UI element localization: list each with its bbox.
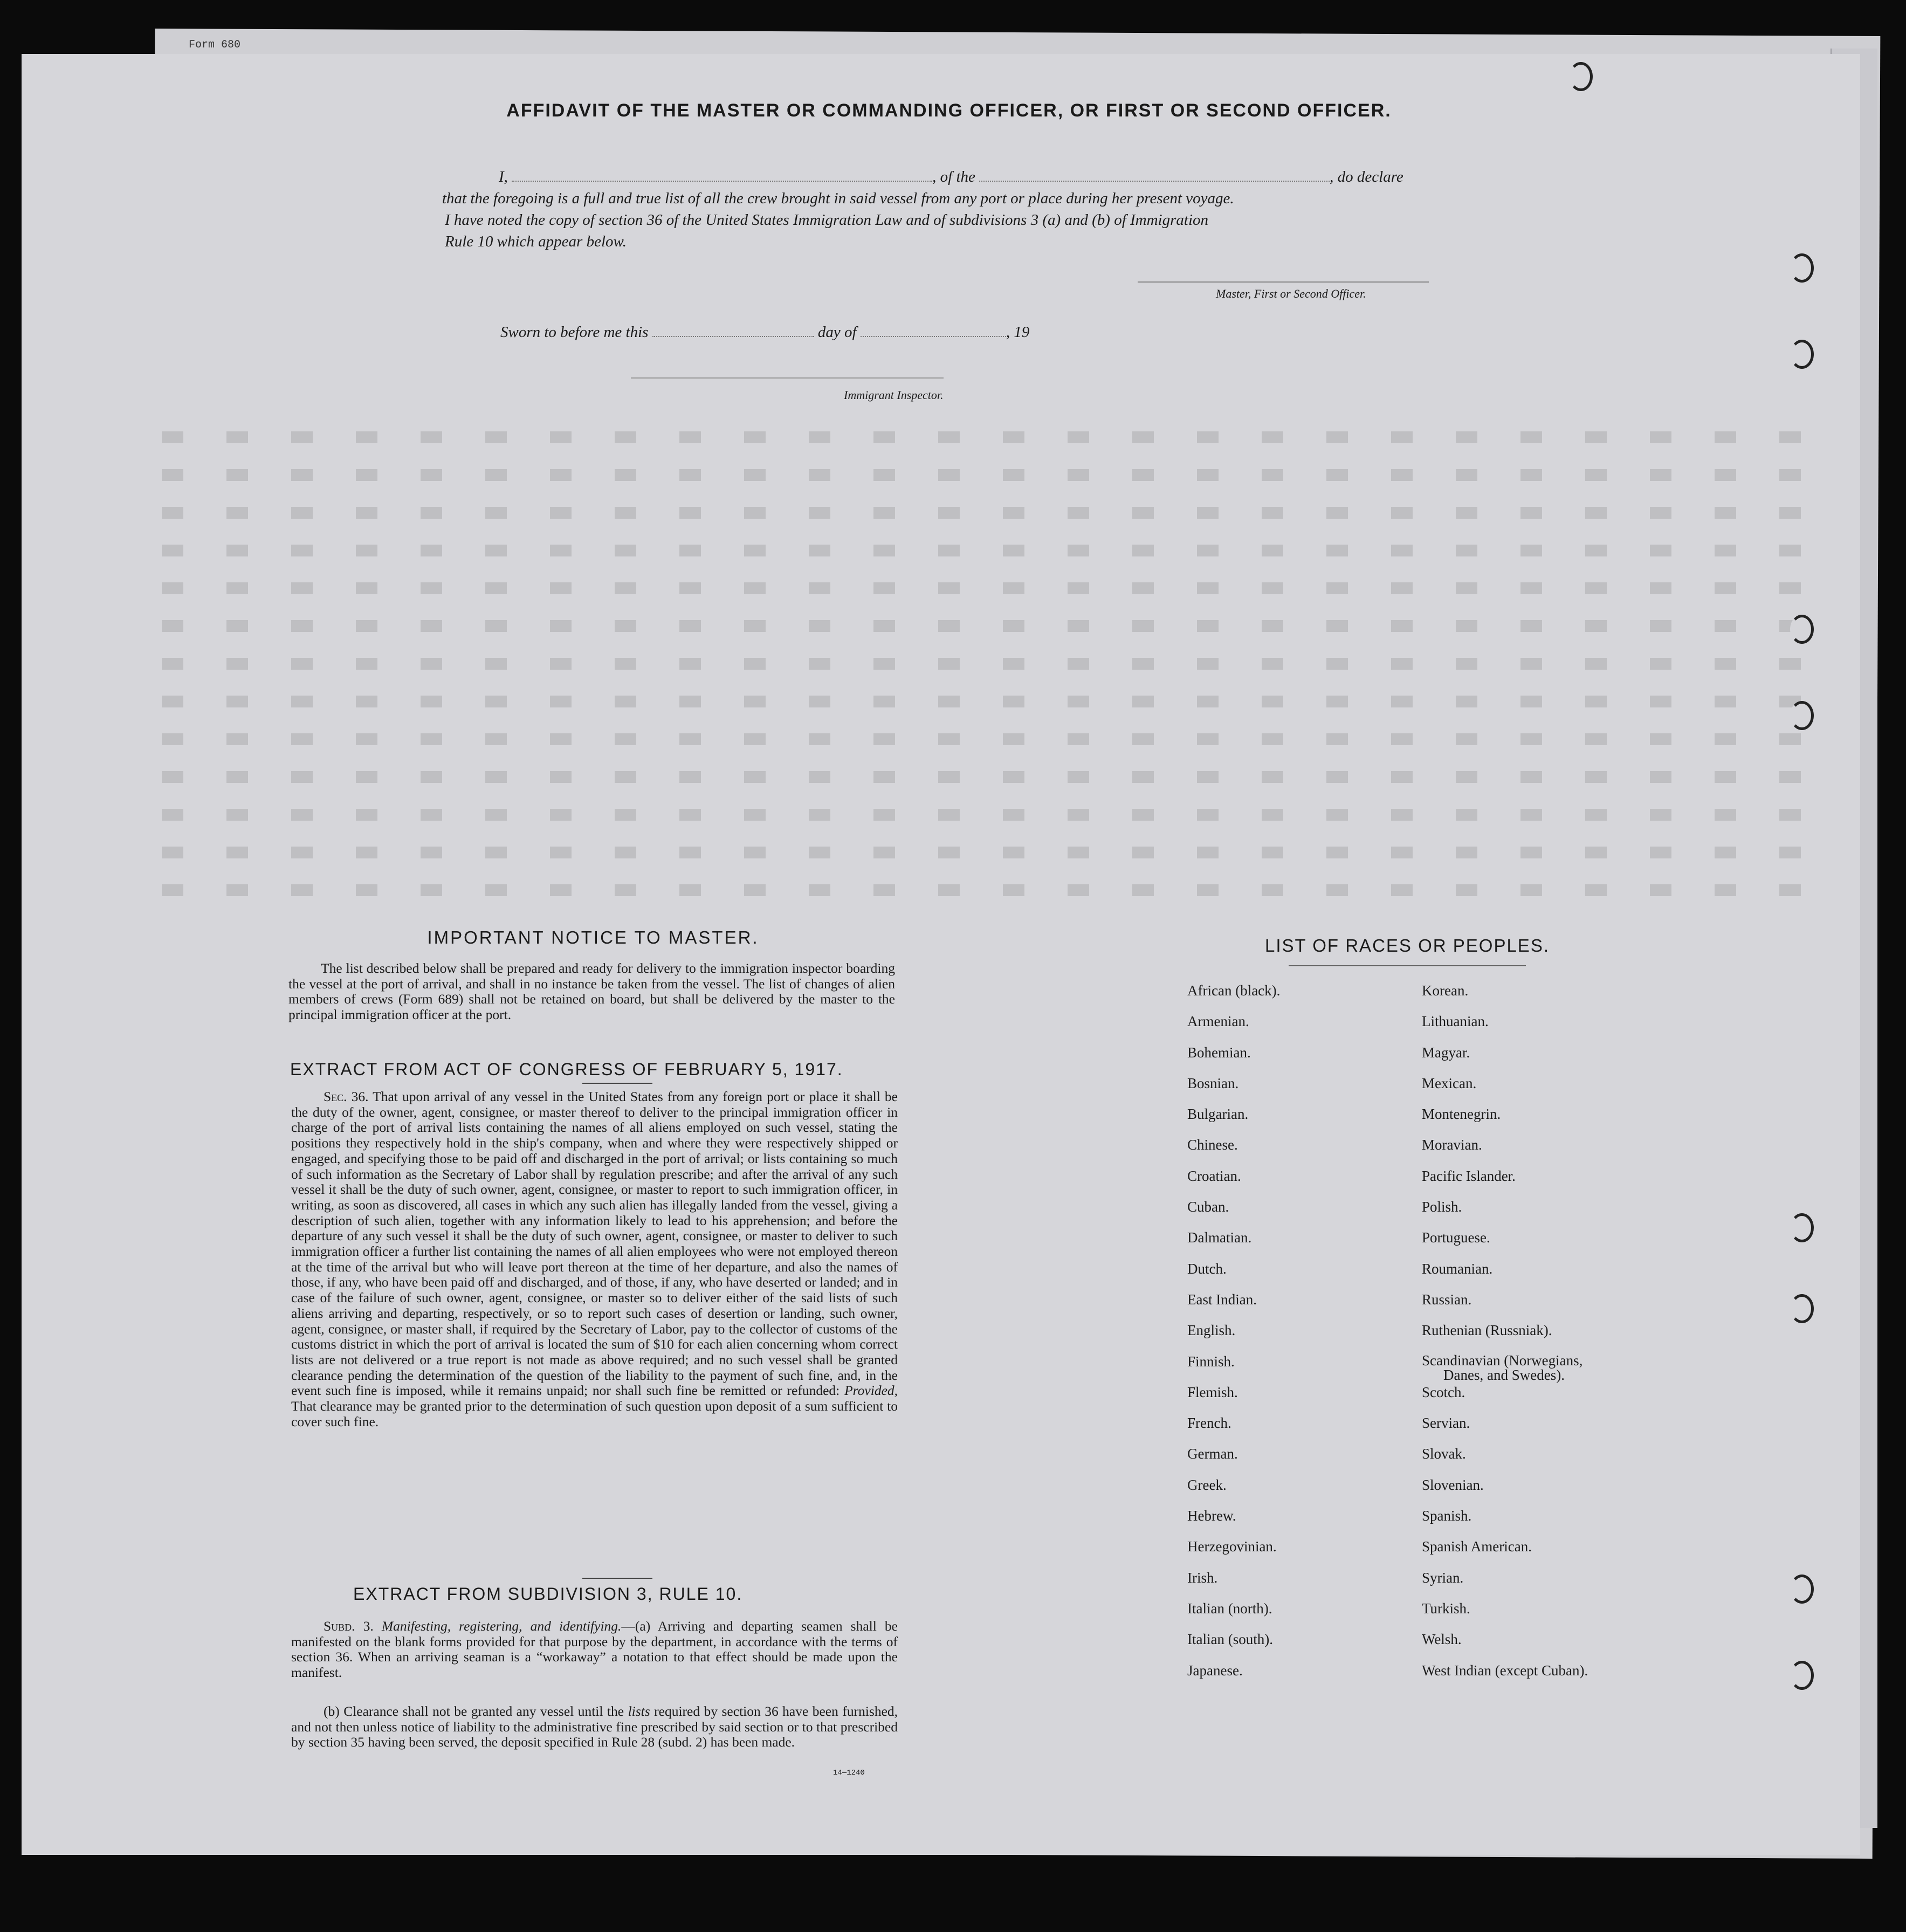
sworn-label: Sworn to before me this [500, 324, 649, 341]
bleed-through-row [162, 469, 1806, 481]
notice-title: IMPORTANT NOTICE TO MASTER. [427, 927, 759, 947]
bleed-through-row [162, 582, 1806, 594]
inspector-label: Immigrant Inspector. [844, 388, 944, 402]
race-item: Spanish. [1422, 1508, 1472, 1524]
act-text: That upon arrival of any vessel in the United States from any foreign port or place it shall be the duty of the owner, agent, consignee, or master thereof to deliver to the principal immigration officer in charge of the port of arrival lists containing the names of all aliens employed on such vessel, stating the positions they respectively hold in the ship's company, when and where they were respectively shipped or engaged, and specifying those to be paid off and discharged in the port of arrival; or lists containing so much of such information as the Secretary of Labor shall by regulation prescribe; and after the arrival of any such vessel it shall be the duty of such owner, agent, consignee, or master to report to such immigration officer, in writing, as soon as discovered, all cases in which any such alien has illegally landed from the vessel, giving a description of such alien, together with any information likely to lead to his apprehension; and before the departure of any such vessel it shall be the duty of such owner, agent, consignee, or master to deliver to such immigration officer a further list containing the names of all alien employees who were not employed thereon at the time of the arrival but who will leave port thereon at the time of her departure, and also the names of those, if any, who have been paid off and discharged, and of those, if any, who have deserted or landed; and in case of the failure of such owner, agent, consignee, or master so to deliver either of the said lists of such aliens arriving and departing, respectively, or so to report such cases of desertion or landing, such owner, agent, consignee, or master shall, if required by the Secretary of Labor, pay to the collector of customs of the customs district in which the port of arrival is located the sum of $10 for each alien concerning whom correct lists are not delivered or a true report is not made as above required; and no such vessel shall be granted clearance pending the determination of the question of the liability to the payment of such fine, and, in the event such fine is imposed, while it remains unpaid; nor shall such fine be remitted or refunded: [291, 1089, 898, 1399]
race-item: Greek. [1187, 1476, 1227, 1493]
sworn-date-field[interactable] [652, 324, 814, 337]
races-title: LIST OF RACES OR PEOPLES. [1264, 936, 1550, 955]
subdivision-label: Subd. 3. [324, 1618, 374, 1634]
form-number: Form 680 [189, 39, 241, 51]
rule-text-b-lists: lists [628, 1703, 650, 1719]
binder-hole [1790, 253, 1814, 283]
act-text-end: That clearance may be granted prior to the determination of such question upon deposit of a sum sufficient to cover such fine. [291, 1398, 898, 1429]
race-item: Flemish. [1187, 1384, 1238, 1400]
races-divider [1289, 965, 1526, 966]
race-item: Portuguese. [1422, 1229, 1490, 1246]
race-item: Bulgarian. [1187, 1106, 1249, 1123]
race-item: German. [1187, 1446, 1238, 1462]
sworn-month-field[interactable] [861, 324, 1006, 337]
print-code: 14—1240 [833, 1769, 865, 1777]
race-item: Moravian. [1422, 1137, 1482, 1153]
signature-label: Master, First or Second Officer. [1216, 287, 1366, 300]
race-item: French. [1187, 1415, 1231, 1432]
binder-hole [1790, 701, 1814, 730]
act-section-36 [291, 1089, 898, 1429]
sworn-line [500, 324, 1029, 341]
bleed-through-row [162, 507, 1806, 519]
of-the-label: , of the [932, 168, 975, 185]
race-item: Spanish American. [1422, 1538, 1532, 1555]
bleed-through-row [162, 884, 1806, 896]
declarant-name-field[interactable] [512, 169, 932, 182]
binder-hole [1790, 1661, 1814, 1690]
race-item-line: Danes, and Swedes). [1443, 1366, 1565, 1383]
race-item: Russian. [1422, 1291, 1472, 1308]
section-divider [582, 1083, 652, 1084]
race-item: Irish. [1187, 1569, 1218, 1586]
race-item: Hebrew. [1187, 1508, 1236, 1524]
inspector-signature-line[interactable] [631, 377, 944, 379]
race-item: Ruthenian (Russniak). [1422, 1322, 1552, 1339]
race-item: Welsh. [1422, 1631, 1462, 1648]
race-item: Italian (south). [1187, 1631, 1273, 1648]
bleed-through-row [162, 620, 1806, 632]
race-item: Slovak. [1422, 1446, 1466, 1462]
rule-text-b-end: required by section 36 have been furnished, and not then unless notice of liability to the administrative fine prescribed by said section or to that prescribed by section 35 having been served, the deposit specified in Rule 28 (subd. 2) has been made. [291, 1703, 898, 1750]
race-item: Pacific Islander. [1422, 1167, 1516, 1184]
binder-hole [1790, 1294, 1814, 1323]
race-item: Mexican. [1422, 1075, 1477, 1091]
rule-text-b-start: (b) Clearance shall not be granted any vessel until the [324, 1703, 624, 1719]
race-item: Italian (north). [1187, 1600, 1272, 1617]
declaration-line-3: I have noted the copy of section 36 of the United States Immigration Law and of subdivisions 3 (a) and (b) of Immigration [445, 211, 1209, 229]
race-item: Polish. [1422, 1199, 1462, 1215]
bleed-through-row [162, 733, 1806, 745]
rule-para-b [291, 1704, 898, 1750]
bleed-through-row [162, 658, 1806, 670]
race-item: Dutch. [1187, 1260, 1227, 1277]
race-item: East Indian. [1187, 1291, 1257, 1308]
signature-line[interactable] [1138, 281, 1429, 283]
race-item: Montenegrin. [1422, 1106, 1501, 1123]
race-item: Turkish. [1422, 1600, 1470, 1617]
rule-title: EXTRACT FROM SUBDIVISION 3, RULE 10. [353, 1584, 743, 1604]
declare-label: , do declare [1330, 168, 1403, 185]
binder-hole [1790, 615, 1814, 644]
act-title: EXTRACT FROM ACT OF CONGRESS OF FEBRUARY 5, 1917. [290, 1060, 843, 1079]
race-item: Syrian. [1422, 1569, 1464, 1586]
race-item: Slovenian. [1422, 1476, 1484, 1493]
race-item-line: Scandinavian (Norwegians, [1422, 1352, 1583, 1369]
race-item: Servian. [1422, 1415, 1470, 1432]
race-item: Herzegovinian. [1187, 1538, 1277, 1555]
binder-hole [1790, 1213, 1814, 1242]
vessel-name-field[interactable] [979, 169, 1330, 182]
section-label: Sec. 36. [324, 1089, 369, 1104]
declarant-prefix: I, [499, 168, 508, 185]
race-item: Scotch. [1422, 1384, 1465, 1400]
bleed-through-row [162, 771, 1806, 783]
subdivision-heading: Manifesting, registering, and identifying. [381, 1618, 622, 1634]
declaration-line-4: Rule 10 which appear below. [445, 233, 627, 250]
race-item: Bosnian. [1187, 1075, 1239, 1091]
race-item: Chinese. [1187, 1137, 1238, 1153]
races-left-column [1187, 982, 1280, 1693]
race-item: African (black). [1187, 982, 1281, 999]
rule-text-a: —(a) Arriving and departing seamen shall be manifested on the blank forms provided for that purpose by the department, in accordance with the terms of section 36. When an arriving seaman is a “workaway” a notation to that effect should be made upon the manifest. [291, 1618, 898, 1681]
race-item: Magyar. [1422, 1044, 1470, 1061]
day-of-label: day of [817, 324, 857, 341]
race-item: Bohemian. [1187, 1044, 1251, 1061]
race-item: Finnish. [1187, 1353, 1235, 1370]
bleed-through-row [162, 431, 1806, 443]
year-label: , 19 [1006, 324, 1030, 341]
bleed-through-row [162, 847, 1806, 858]
race-item: Korean. [1422, 982, 1469, 999]
race-item: English. [1187, 1322, 1236, 1339]
binder-hole [1569, 62, 1593, 91]
race-item: Dalmatian. [1187, 1229, 1252, 1246]
binder-hole [1790, 1575, 1814, 1604]
declaration-line-1 [499, 168, 1403, 186]
affidavit-title: AFFIDAVIT OF THE MASTER OR COMMANDING OFFICER, OR FIRST OR SECOND OFFICER. [506, 100, 1392, 121]
race-item: Japanese. [1187, 1662, 1243, 1679]
bleed-through-row [162, 545, 1806, 556]
bleed-through-row [162, 809, 1806, 821]
rule-para-a [291, 1619, 898, 1681]
race-item: Cuban. [1187, 1199, 1229, 1215]
notice-text: The list described below shall be prepared and ready for delivery to the immigration inspector boarding the vessel at the port of arrival, and shall in no instance be taken from the vessel. The list of changes of alien members of crews (Form 689) shall not be retained on board, but shall be delivered by the master to the principal immigration officer at the port. [288, 960, 895, 1023]
provided-label: Provided, [844, 1383, 898, 1399]
race-item: Roumanian. [1422, 1260, 1493, 1277]
declaration-line-2: that the foregoing is a full and true list of all the crew brought in said vessel from any port or place during her present voyage. [442, 190, 1234, 207]
race-item: Croatian. [1187, 1167, 1241, 1184]
section-divider [582, 1578, 652, 1579]
binder-hole [1790, 340, 1814, 369]
races-right-column [1422, 982, 1588, 1693]
race-item-scandinavian [1422, 1353, 1588, 1384]
race-item: Lithuanian. [1422, 1013, 1489, 1030]
race-item: Armenian. [1187, 1013, 1249, 1030]
bleed-through-row [162, 696, 1806, 707]
race-item: West Indian (except Cuban). [1422, 1662, 1588, 1679]
